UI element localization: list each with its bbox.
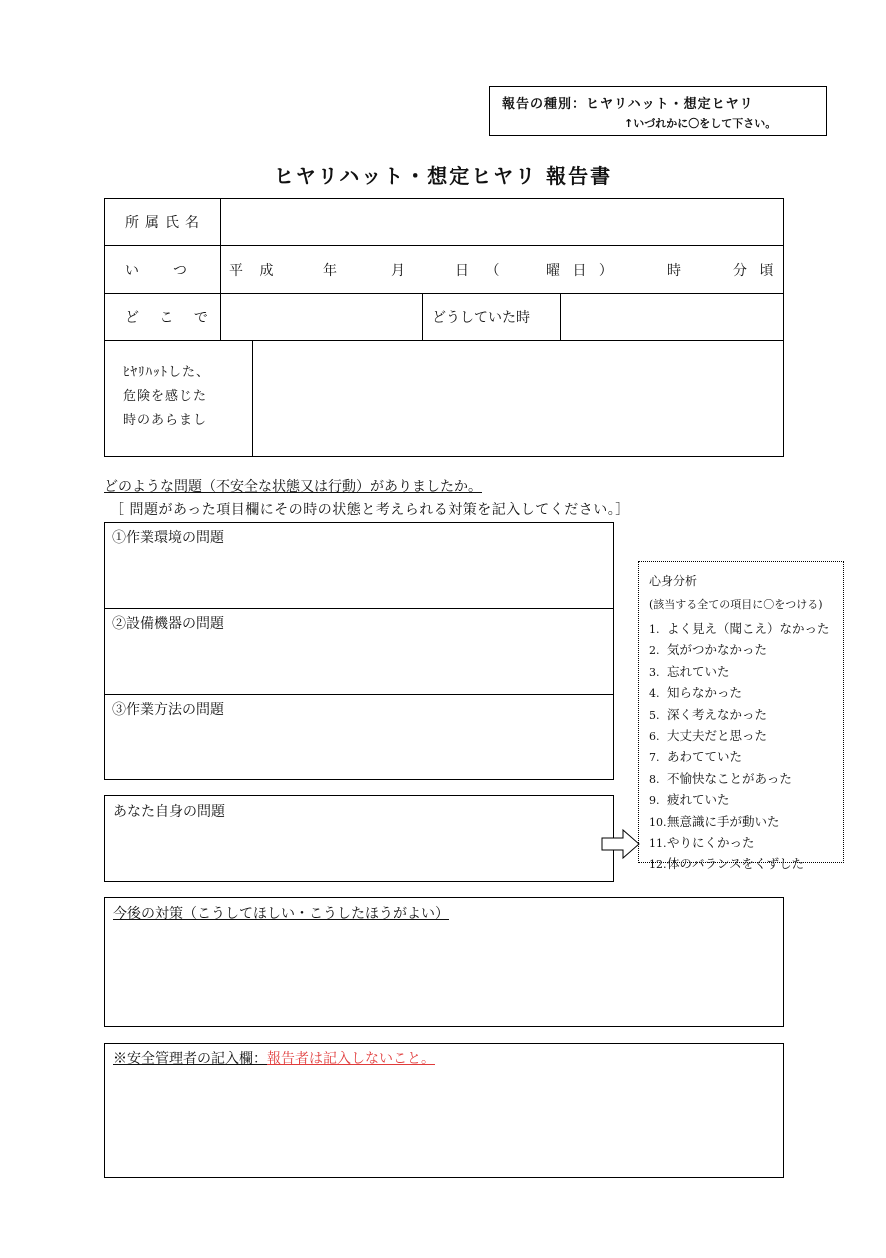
incident-summary-field[interactable] <box>252 340 784 457</box>
mind-analysis-box <box>638 561 844 872</box>
affiliation-label: 所属氏名 <box>104 198 221 246</box>
mind-analysis-list <box>649 619 830 876</box>
mind-analysis-title: 心身分析 <box>649 574 698 588</box>
when-hour: 時 <box>667 263 681 279</box>
safety-manager-field[interactable] <box>104 1043 784 1178</box>
mind-analysis-item[interactable]: 10.無意識に手が動いた <box>649 813 780 829</box>
mind-analysis-item[interactable]: 9. 疲れていた <box>649 792 730 808</box>
safety-manager-label-text: ※安全管理者の記入欄： <box>113 1051 267 1067</box>
when-label: い つ <box>104 245 221 294</box>
equipment-problem-field[interactable] <box>104 608 614 695</box>
mind-analysis-item[interactable]: 5. 深く考えなかった <box>649 706 768 722</box>
right-arrow-icon <box>601 828 641 860</box>
report-type-instruction: ↑いづれかに〇をして下さい。 <box>624 117 777 130</box>
method-problem-field[interactable] <box>104 694 614 780</box>
when-day: 日 （ <box>455 263 506 279</box>
incident-summary-label <box>104 340 253 457</box>
mind-analysis-item[interactable]: 6. 大丈夫だと思った <box>649 728 768 744</box>
affiliation-field[interactable] <box>220 198 784 246</box>
report-type-label: 報告の種別：ヒヤリハット・想定ヒヤリ <box>502 97 754 112</box>
equipment-problem-label: ②設備機器の問題 <box>112 616 224 632</box>
question-instruction: ［ 問題があった項目欄にその時の状態と考えられる対策を記入してください。］ <box>110 502 630 518</box>
self-problem-label: あなた自身の問題 <box>113 804 225 820</box>
mind-analysis-item[interactable]: 12.体のバランスをくずした <box>649 856 805 872</box>
when-era: 平 成 <box>229 263 280 279</box>
mind-analysis-description: (該当する全ての項目に〇をつける) <box>649 598 823 611</box>
where-field[interactable] <box>220 293 423 341</box>
safety-manager-note: 報告者は記入しないこと。 <box>267 1051 435 1067</box>
environment-problem-label: ①作業環境の問題 <box>112 530 224 546</box>
mind-analysis-item[interactable]: 1. よく見え（聞こえ）なかった <box>649 621 830 636</box>
when-month: 月 <box>391 263 405 279</box>
safety-manager-label <box>113 1048 435 1068</box>
mind-analysis-item[interactable]: 3. 忘れていた <box>649 663 730 679</box>
mind-analysis-item[interactable]: 11.やりにくかった <box>649 835 755 851</box>
where-label: ど こ で <box>104 293 221 341</box>
page-title: ヒヤリハット・想定ヒヤリ 報告書 <box>273 164 613 188</box>
method-problem-label: ③作業方法の問題 <box>112 702 224 718</box>
when-weekday: 曜 日 ） <box>546 263 617 279</box>
incident-summary-label-line: 時のあらまし <box>123 413 208 428</box>
when-field[interactable] <box>220 245 784 294</box>
self-problem-field[interactable] <box>104 795 614 882</box>
doing-label: どうしていた時 <box>422 293 561 341</box>
mind-analysis-item[interactable]: 8. 不愉快なことがあった <box>649 770 792 786</box>
environment-problem-field[interactable] <box>104 522 614 609</box>
future-measures-label: 今後の対策（こうしてほしい・こうしたほうがよい） <box>113 906 449 922</box>
mind-analysis-item[interactable]: 7. あわてていた <box>649 749 743 765</box>
incident-summary-label-line: 危険を感じた <box>123 389 208 404</box>
doing-field[interactable] <box>560 293 784 341</box>
mind-analysis-item[interactable]: 4. 知らなかった <box>649 685 743 701</box>
report-type-box <box>489 86 827 136</box>
question-heading: どのような問題（不安全な状態又は行動）がありましたか。 <box>104 479 482 495</box>
incident-summary-label-line: ﾋﾔﾘﾊｯﾄした、 <box>123 365 211 380</box>
when-year: 年 <box>323 263 337 279</box>
when-minute: 分 頃 <box>733 263 778 279</box>
future-measures-field[interactable] <box>104 897 784 1027</box>
mind-analysis-item[interactable]: 2. 気がつかなかった <box>649 642 768 658</box>
